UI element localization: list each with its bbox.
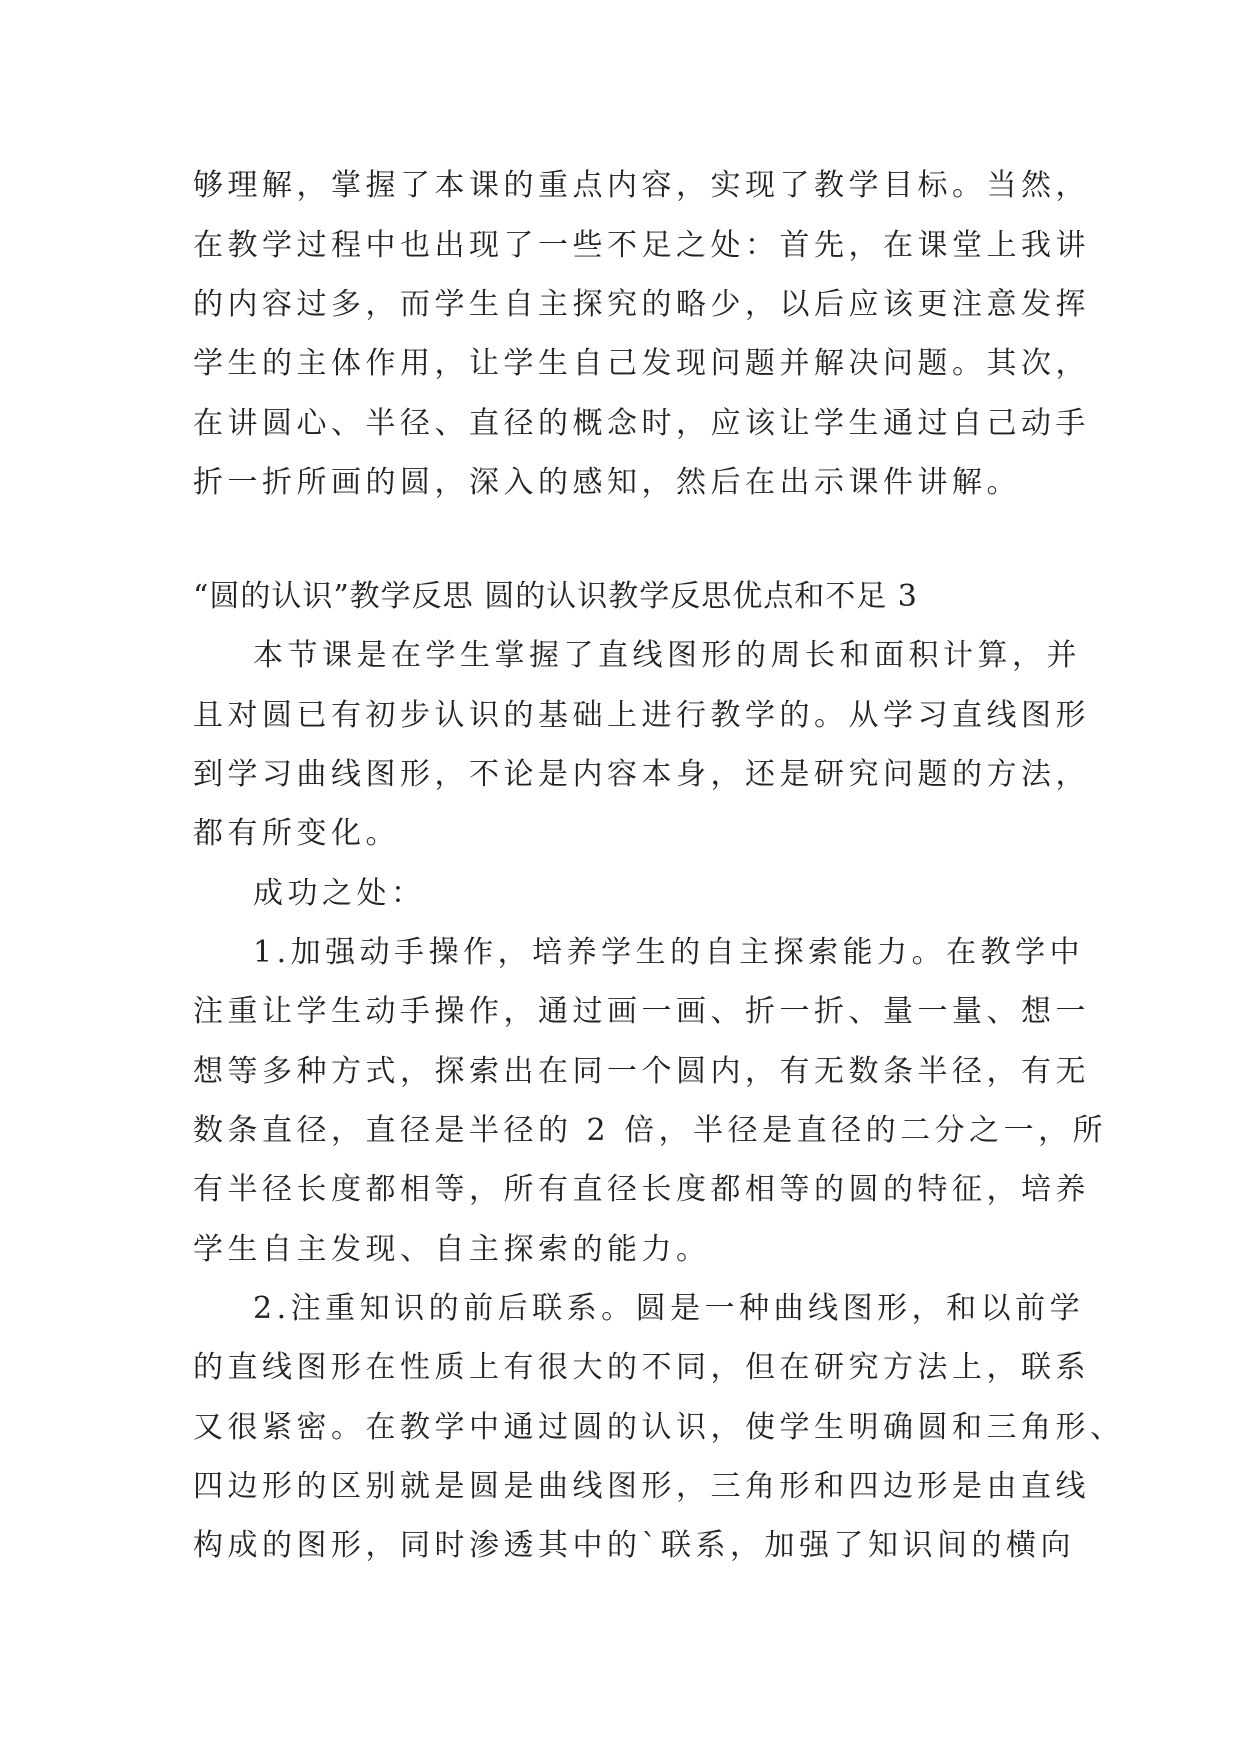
paragraph-line: 有半径长度都相等，所有直径长度都相等的圆的特征，培养 bbox=[193, 1172, 1090, 1207]
paragraph-line: 想等多种方式，探索出在同一个圆内，有无数条半径，有无 bbox=[193, 1054, 1090, 1089]
paragraph-line: 够理解，掌握了本课的重点内容，实现了教学目标。当然， bbox=[193, 168, 1090, 203]
paragraph-line: 四边形的区别就是圆是曲线图形，三角形和四边形是由直线 bbox=[193, 1469, 1090, 1504]
paragraph-line: 学生自主发现、自主探索的能力。 bbox=[193, 1232, 711, 1267]
paragraph-line: 学生的主体作用，让学生自己发现问题并解决问题。其次， bbox=[193, 346, 1090, 381]
paragraph-line: 数条直径，直径是半径的 2 倍，半径是直径的二分之一，所 bbox=[193, 1113, 1108, 1148]
paragraph-line: 本节课是在学生掌握了直线图形的周长和面积计算，并 bbox=[253, 638, 1081, 673]
paragraph-line: 的直线图形在性质上有很大的不同，但在研究方法上，联系 bbox=[193, 1350, 1090, 1385]
paragraph-line: 注重让学生动手操作，通过画一画、折一折、量一量、想一 bbox=[193, 994, 1090, 1029]
paragraph-line: 在教学过程中也出现了一些不足之处：首先，在课堂上我讲 bbox=[193, 228, 1090, 263]
paragraph-line: 1.加强动手操作，培养学生的自主探索能力。在教学中 bbox=[253, 935, 1085, 970]
paragraph-line: 都有所变化。 bbox=[193, 816, 400, 851]
paragraph-line: 构成的图形，同时渗透其中的`联系，加强了知识间的横向 bbox=[193, 1528, 1075, 1563]
paragraph-line: 的内容过多，而学生自主探究的略少，以后应该更注意发挥 bbox=[193, 287, 1090, 322]
paragraph-line: 折一折所画的圆，深入的感知，然后在出示课件讲解。 bbox=[193, 465, 1021, 500]
paragraph-line: 且对圆已有初步认识的基础上进行教学的。从学习直线图形 bbox=[193, 698, 1090, 733]
paragraph-line: 2.注重知识的前后联系。圆是一种曲线图形，和以前学 bbox=[253, 1291, 1085, 1326]
paragraph-line: 在讲圆心、半径、直径的概念时，应该让学生通过自己动手 bbox=[193, 406, 1090, 441]
paragraph-line: 到学习曲线图形，不论是内容本身，还是研究问题的方法， bbox=[193, 757, 1090, 792]
section-title: “圆的认识”教学反思 圆的认识教学反思优点和不足 3 bbox=[193, 579, 918, 614]
subheading: 成功之处： bbox=[253, 876, 426, 911]
paragraph-line: 又很紧密。在教学中通过圆的认识，使学生明确圆和三角形、 bbox=[193, 1410, 1125, 1445]
